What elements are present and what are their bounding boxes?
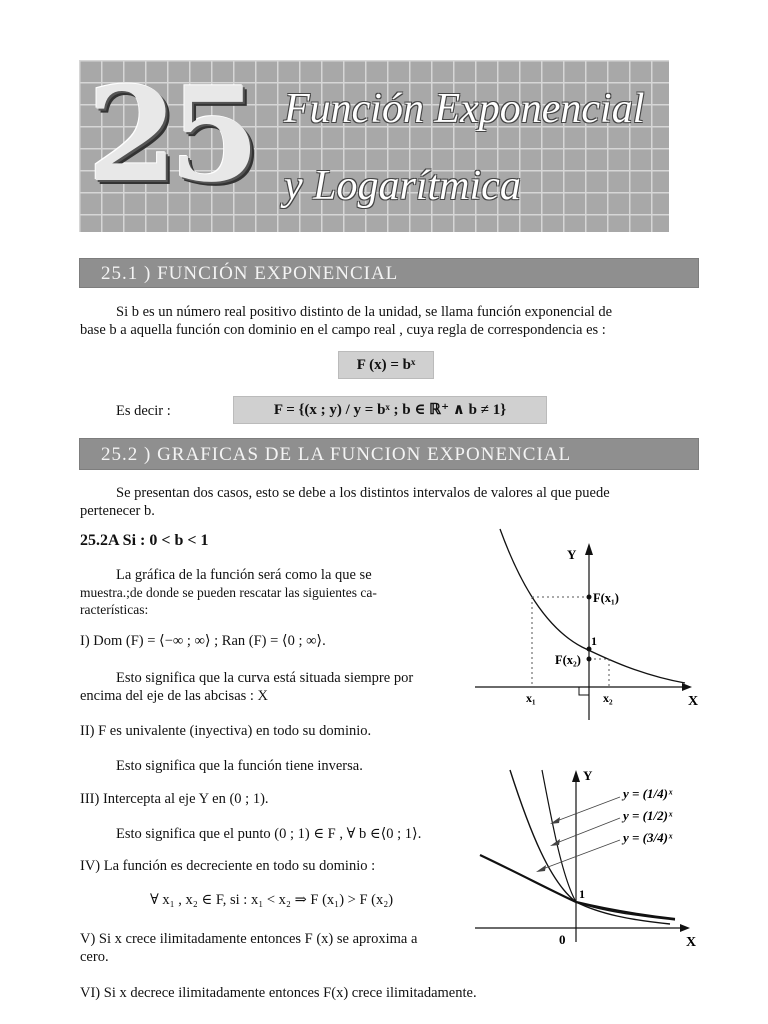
es-decir-label: Es decir : (116, 403, 171, 419)
property-formula: ∀ x₁ , x₂ ∈ F, si : x₁ < x₂ ⇒ F (x₁) > F (x₂) (150, 892, 394, 908)
formula-box: F (x) = bˣ (338, 351, 434, 379)
paragraph-line: pertenecer b. (80, 503, 155, 519)
section-heading-bar (79, 438, 699, 470)
property-note: Esto significa que el punto (0 ; 1) ∈ F , ∀ b ∈⟨0 ; 1⟩. (116, 826, 422, 842)
x-axis-arrow (682, 683, 692, 691)
subsection-heading: 25.2A Si : 0 < b < 1 (80, 532, 209, 549)
fx1-point (587, 595, 592, 600)
x-axis-label: X (686, 935, 697, 950)
paragraph-line: Se presentan dos casos, esto se debe a los distintos intervalos de valores al que puede (116, 485, 610, 501)
property-note: encima del eje de las abcisas : X (80, 688, 269, 704)
chapter-banner (79, 60, 669, 232)
one-label: 1 (591, 634, 597, 648)
curve-label: y = (1/4)ˣ (623, 786, 673, 801)
paragraph-line: La gráfica de la función será como la que se (116, 567, 372, 583)
chapter-number: 25 (87, 60, 252, 211)
pointer-arrow (536, 865, 546, 872)
x-axis-arrow (680, 924, 690, 932)
fx1-label: F(x₁) (593, 591, 619, 605)
exponential-curve (500, 529, 685, 683)
section-heading: 25.2 ) GRAFICAS DE LA FUNCION EXPONENCIAL (101, 444, 572, 465)
section-heading: 25.1 ) FUNCIÓN EXPONENCIAL (101, 263, 399, 284)
fx2-point (587, 657, 592, 662)
property-item: cero. (80, 949, 109, 965)
paragraph-line: racterísticas: (80, 602, 149, 617)
y-axis-arrow (572, 770, 580, 782)
one-label: 1 (579, 887, 585, 901)
origin-label: 0 (559, 932, 566, 947)
y-axis-label: Y (583, 768, 593, 783)
property-item: III) Intercepta al eje Y en (0 ; 1). (80, 791, 269, 807)
property-item: I) Dom (F) = ⟨−∞ ; ∞⟩ ; Ran (F) = ⟨0 ; ∞⟩. (80, 633, 326, 649)
property-item: VI) Si x decrece ilimitadamente entonces F(x) crece ilimitadamente. (80, 985, 477, 1001)
graph-decreasing-exponential (470, 525, 710, 725)
pointer-line (554, 818, 620, 844)
fx2-label: F(x₂) (555, 653, 581, 667)
y-axis-label: Y (567, 547, 577, 562)
paragraph-line: Si b es un número real positivo distinto de la unidad, se llama función exponencial de (116, 304, 613, 320)
chapter-title-line2: y Logarítmica (284, 163, 521, 209)
curve-label: y = (1/2)ˣ (623, 808, 673, 823)
set-formula-box: F = {(x ; y) / y = bˣ ; b ∈ ℝ⁺ ∧ b ≠ 1} (233, 396, 547, 424)
section-heading-bar (79, 258, 699, 288)
pointer-line (554, 797, 620, 822)
pointer-arrow (550, 839, 560, 846)
property-note: Esto significa que la curva está situada siempre por (116, 670, 414, 686)
curve-label: y = (3/4)ˣ (623, 830, 673, 845)
paragraph-line: base b a aquella función con dominio en el campo real , cuya regla de correspondencia es : (80, 322, 606, 338)
chapter-title-line1: Función Exponencial (284, 86, 645, 132)
right-angle-mark (579, 687, 589, 695)
graph-three-exponentials (470, 762, 710, 957)
property-item: IV) La función es decreciente en todo su dominio : (80, 858, 376, 874)
pointer-line (540, 840, 620, 870)
property-item: II) F es univalente (inyectiva) en todo su dominio. (80, 723, 372, 739)
x1-label: x₁ (526, 691, 536, 705)
property-item: V) Si x crece ilimitadamente entonces F (x) se aproxima a (80, 931, 418, 947)
x-axis-label: X (688, 694, 699, 709)
property-note: Esto significa que la función tiene inversa. (116, 758, 363, 774)
curve-three-quarters (480, 855, 675, 919)
y-axis-arrow (585, 543, 593, 555)
x2-label: x₂ (603, 691, 613, 705)
paragraph-line: muestra.;de donde se pueden rescatar las siguientes ca- (80, 585, 377, 600)
